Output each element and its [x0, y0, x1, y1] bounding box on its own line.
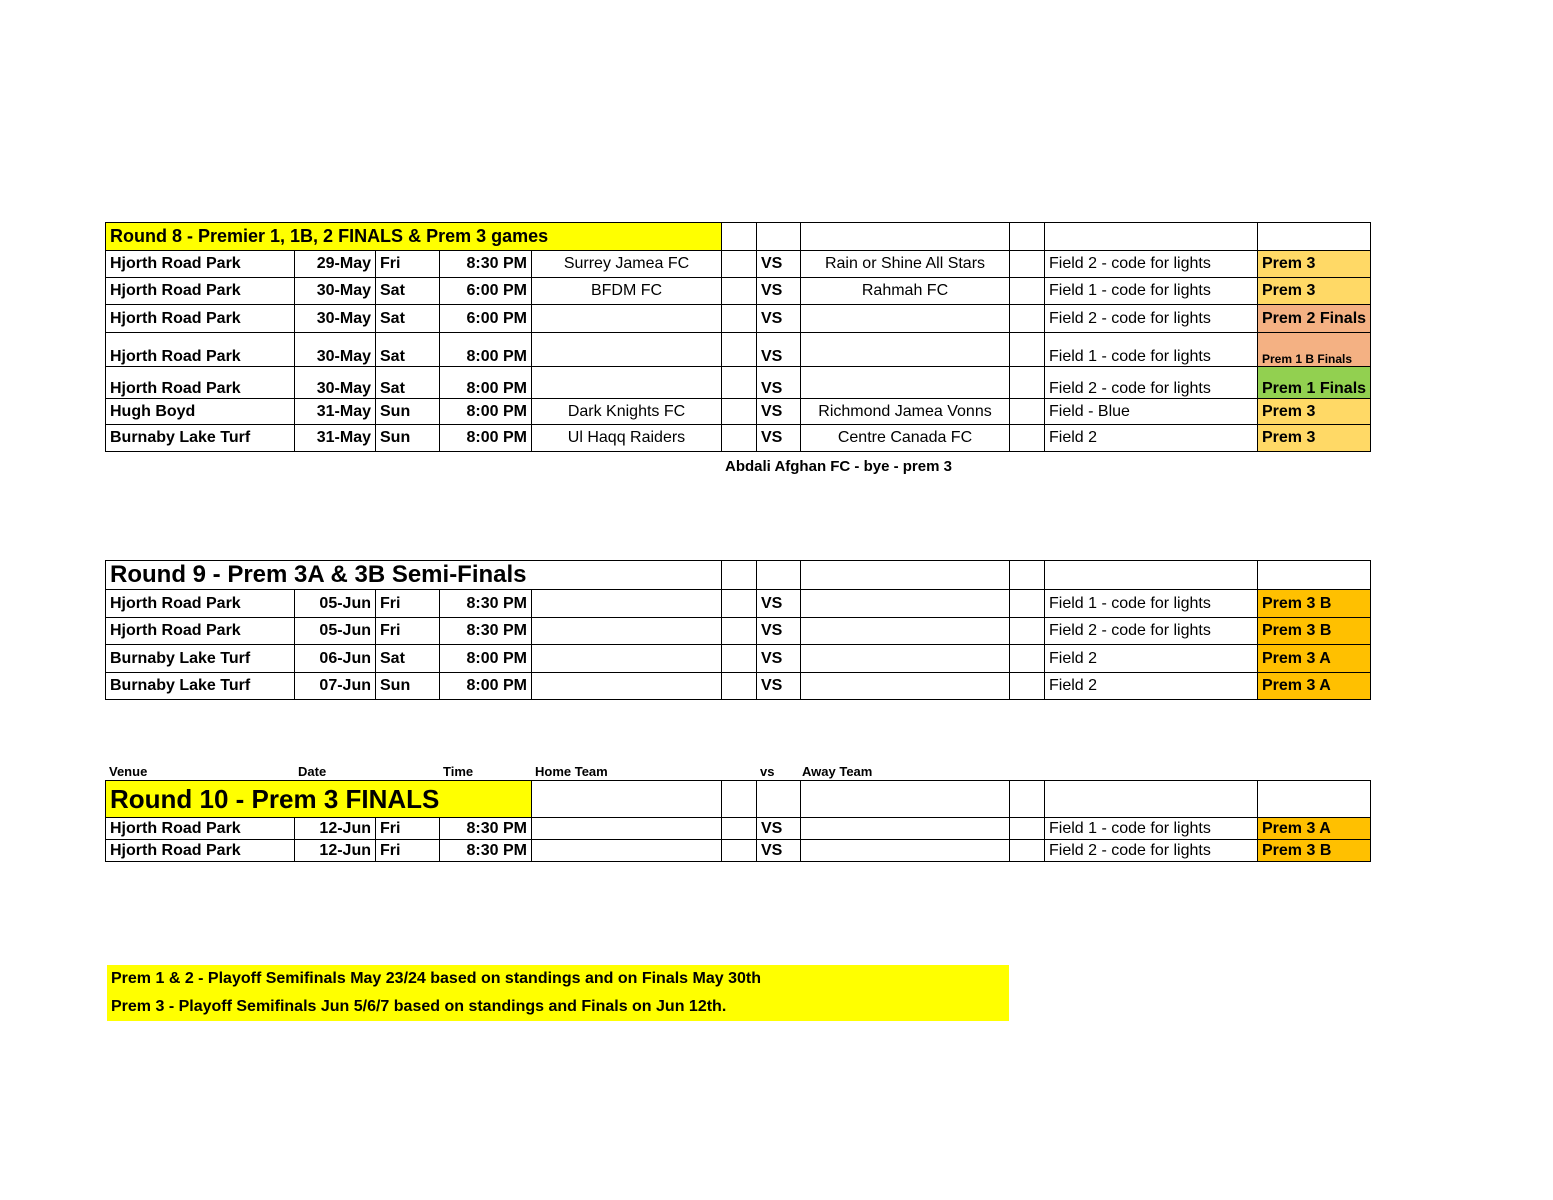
table-row [106, 278, 1371, 305]
away-team-cell: Rain or Shine All Stars [801, 251, 1010, 278]
date-cell: 30-May [295, 367, 376, 399]
header-date: Date [298, 764, 327, 779]
field-cell: Field 2 [1045, 673, 1258, 700]
vs-cell: VS [757, 305, 801, 333]
time-cell: 8:30 PM [440, 618, 532, 645]
table-row [106, 840, 1371, 862]
date-cell: 31-May [295, 399, 376, 425]
vs-cell: VS [757, 399, 801, 425]
venue-cell: Hjorth Road Park [106, 278, 295, 305]
date-cell: 30-May [295, 333, 376, 367]
venue-cell: Hjorth Road Park [106, 333, 295, 367]
field-cell: Field 1 - code for lights [1045, 333, 1258, 367]
division-cell: Prem 3 A [1258, 673, 1371, 700]
away-team-cell: Centre Canada FC [801, 425, 1010, 452]
date-cell: 07-Jun [295, 673, 376, 700]
venue-cell: Burnaby Lake Turf [106, 425, 295, 452]
venue-cell: Hjorth Road Park [106, 367, 295, 399]
time-cell: 8:30 PM [440, 840, 532, 862]
division-cell: Prem 3 B [1258, 618, 1371, 645]
venue-cell: Hjorth Road Park [106, 618, 295, 645]
day-cell: Sat [376, 367, 440, 399]
away-team-cell: Rahmah FC [801, 278, 1010, 305]
vs-cell: VS [757, 367, 801, 399]
time-cell: 8:30 PM [440, 818, 532, 840]
time-cell: 8:00 PM [440, 425, 532, 452]
time-cell: 8:00 PM [440, 367, 532, 399]
round10-title: Round 10 - Prem 3 FINALS [106, 781, 532, 818]
home-team-cell [532, 590, 722, 618]
date-cell: 12-Jun [295, 840, 376, 862]
away-team-cell [801, 818, 1010, 840]
field-cell: Field 1 - code for lights [1045, 590, 1258, 618]
division-cell: Prem 3 [1258, 251, 1371, 278]
field-cell: Field 2 - code for lights [1045, 367, 1258, 399]
vs-cell: VS [757, 645, 801, 673]
table-row [106, 673, 1371, 700]
note-line: Prem 1 & 2 - Playoff Semifinals May 23/24 based on standings and on Finals May 30th [111, 970, 761, 987]
venue-cell: Burnaby Lake Turf [106, 673, 295, 700]
round9-title: Round 9 - Prem 3A & 3B Semi-Finals [106, 561, 722, 590]
time-cell: 8:00 PM [440, 333, 532, 367]
date-cell: 12-Jun [295, 818, 376, 840]
vs-cell: VS [757, 840, 801, 862]
home-team-cell [532, 333, 722, 367]
round8-table [105, 222, 1371, 452]
time-cell: 8:00 PM [440, 645, 532, 673]
away-team-cell [801, 645, 1010, 673]
vs-cell: VS [757, 818, 801, 840]
round10-table [105, 780, 1371, 862]
table-row [106, 367, 1371, 399]
home-team-cell: Surrey Jamea FC [532, 251, 722, 278]
home-team-cell [532, 673, 722, 700]
home-team-cell: Dark Knights FC [532, 399, 722, 425]
vs-cell: VS [757, 673, 801, 700]
venue-cell: Hugh Boyd [106, 399, 295, 425]
vs-cell: VS [757, 251, 801, 278]
away-team-cell: Richmond Jamea Vonns [801, 399, 1010, 425]
date-cell: 05-Jun [295, 618, 376, 645]
division-cell: Prem 3 [1258, 425, 1371, 452]
field-cell: Field 1 - code for lights [1045, 818, 1258, 840]
header-vs: vs [760, 764, 775, 779]
away-team-cell [801, 618, 1010, 645]
vs-cell: VS [757, 618, 801, 645]
division-cell: Prem 3 A [1258, 818, 1371, 840]
field-cell: Field 1 - code for lights [1045, 278, 1258, 305]
round9-table [105, 560, 1371, 700]
venue-cell: Hjorth Road Park [106, 251, 295, 278]
date-cell: 30-May [295, 305, 376, 333]
away-team-cell [801, 305, 1010, 333]
division-cell: Prem 2 Finals [1258, 305, 1371, 333]
field-cell: Field 2 - code for lights [1045, 251, 1258, 278]
vs-cell: VS [757, 590, 801, 618]
day-cell: Fri [376, 818, 440, 840]
division-cell: Prem 3 B [1258, 590, 1371, 618]
date-cell: 05-Jun [295, 590, 376, 618]
table-row [106, 333, 1371, 367]
day-cell: Sat [376, 333, 440, 367]
date-cell: 06-Jun [295, 645, 376, 673]
field-cell: Field 2 - code for lights [1045, 840, 1258, 862]
vs-cell: VS [757, 425, 801, 452]
date-cell: 29-May [295, 251, 376, 278]
header-venue: Venue [109, 764, 148, 779]
field-cell: Field 2 - code for lights [1045, 618, 1258, 645]
day-cell: Sun [376, 425, 440, 452]
table-row [106, 618, 1371, 645]
table-row [106, 251, 1371, 278]
division-cell: Prem 3 A [1258, 645, 1371, 673]
day-cell: Fri [376, 590, 440, 618]
field-cell: Field 2 [1045, 645, 1258, 673]
bye-note: Abdali Afghan FC - bye - prem 3 [725, 458, 952, 475]
venue-cell: Hjorth Road Park [106, 840, 295, 862]
date-cell: 31-May [295, 425, 376, 452]
home-team-cell [532, 840, 722, 862]
home-team-cell: Ul Haqq Raiders [532, 425, 722, 452]
table-row [106, 399, 1371, 425]
away-team-cell [801, 333, 1010, 367]
field-cell: Field 2 - code for lights [1045, 305, 1258, 333]
division-cell: Prem 1 B Finals [1258, 333, 1371, 367]
table-row [106, 590, 1371, 618]
away-team-cell [801, 367, 1010, 399]
day-cell: Sat [376, 278, 440, 305]
vs-cell: VS [757, 278, 801, 305]
day-cell: Fri [376, 618, 440, 645]
field-cell: Field 2 [1045, 425, 1258, 452]
table-row [106, 425, 1371, 452]
time-cell: 8:00 PM [440, 399, 532, 425]
away-team-cell [801, 840, 1010, 862]
time-cell: 8:00 PM [440, 673, 532, 700]
day-cell: Sat [376, 645, 440, 673]
division-cell: Prem 1 Finals [1258, 367, 1371, 399]
header-time: Time [443, 764, 474, 779]
day-cell: Sun [376, 399, 440, 425]
day-cell: Fri [376, 251, 440, 278]
note-line: Prem 3 - Playoff Semifinals Jun 5/6/7 based on standings and Finals on Jun 12th. [111, 998, 727, 1015]
division-cell: Prem 3 [1258, 399, 1371, 425]
table-row [106, 818, 1371, 840]
home-team-cell [532, 618, 722, 645]
venue-cell: Burnaby Lake Turf [106, 645, 295, 673]
home-team-cell: BFDM FC [532, 278, 722, 305]
time-cell: 6:00 PM [440, 305, 532, 333]
venue-cell: Hjorth Road Park [106, 305, 295, 333]
time-cell: 8:30 PM [440, 590, 532, 618]
time-cell: 6:00 PM [440, 278, 532, 305]
round8-title: Round 8 - Premier 1, 1B, 2 FINALS & Prem 3 games [106, 223, 722, 251]
date-cell: 30-May [295, 278, 376, 305]
table-row [106, 645, 1371, 673]
field-cell: Field - Blue [1045, 399, 1258, 425]
division-cell: Prem 3 [1258, 278, 1371, 305]
table-row [106, 305, 1371, 333]
home-team-cell [532, 818, 722, 840]
division-cell: Prem 3 B [1258, 840, 1371, 862]
vs-cell: VS [757, 333, 801, 367]
day-cell: Fri [376, 840, 440, 862]
away-team-cell [801, 673, 1010, 700]
day-cell: Sat [376, 305, 440, 333]
time-cell: 8:30 PM [440, 251, 532, 278]
header-away-team: Away Team [802, 764, 873, 779]
header-home-team: Home Team [535, 764, 608, 779]
home-team-cell [532, 645, 722, 673]
venue-cell: Hjorth Road Park [106, 818, 295, 840]
home-team-cell [532, 305, 722, 333]
away-team-cell [801, 590, 1010, 618]
home-team-cell [532, 367, 722, 399]
playoff-notes [107, 965, 1009, 1021]
day-cell: Sun [376, 673, 440, 700]
venue-cell: Hjorth Road Park [106, 590, 295, 618]
